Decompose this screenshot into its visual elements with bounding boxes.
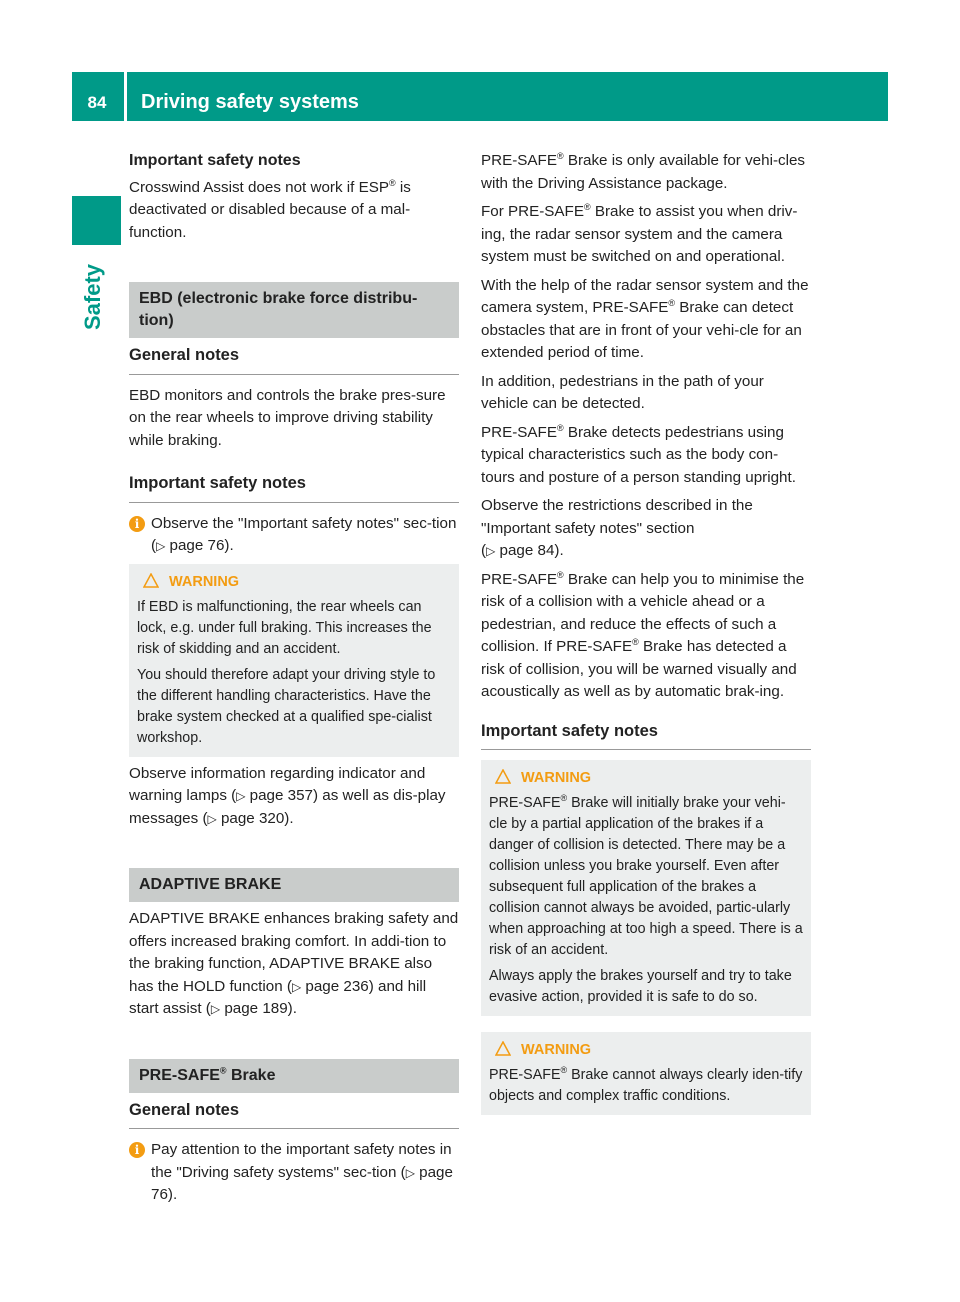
presafe-availability-text: PRE-SAFE® Brake is only available for vehi-cles with the Driving Assistance package. [481,150,806,192]
presafe-general-notes-heading: General notes [129,1099,459,1130]
ebd-description: EBD monitors and controls the brake pres-sure on the rear wheels to improve driving stability while braking. [129,386,446,449]
info-icon: i [129,516,145,532]
adaptive-brake-text: ADAPTIVE BRAKE enhances braking safety and offers increased braking comfort. In addi-tion to the braking function, ADAPTIVE BRAKE also has the HOLD function (▷ page 236) and hill start assist (▷ page 189). [129,910,459,1017]
presafe-warning-box-2 [481,1032,811,1115]
page-ref-arrow-icon: ▷ [207,811,217,826]
restrictions-text: Observe the restrictions described in the "Important safety notes" section (▷ page 84). [481,497,753,559]
page-ref-arrow-icon: ▷ [486,544,496,558]
presafe-brake-heading: PRE-SAFE® Brake [129,1059,459,1093]
crosswind-text: Crosswind Assist does not work if ESP® is deactivated or disabled because of a mal-function. [129,177,411,241]
warning-triangle-icon [495,1041,511,1056]
warning-triangle-icon [495,769,511,784]
presafe-requirements-text: For PRE-SAFE® Brake to assist you when driv-ing, the radar sensor system and the camera system must be switched on and operational. [481,201,798,265]
presafe-info-note: i Pay attention to the important safety notes in the "Driving safety systems" sec-tion (▷ page 76). [129,1139,459,1207]
warning-triangle-icon [143,573,159,588]
header-divider [124,72,127,121]
observe-indicator-text: Observe information regarding indicator and warning lamps (▷ page 357) as well as dis-play messages (▷ page 320). [129,764,446,827]
ebd-info-note: i Observe the "Important safety notes" sec-tion (▷ page 76). [129,513,459,558]
presafe-warning-2-text: PRE-SAFE® Brake cannot always clearly iden-tify objects and complex traffic conditions. [489,1065,803,1104]
info-icon: i [129,1142,145,1158]
crosswind-heading: Important safety notes [129,152,301,169]
page-title: Driving safety systems [141,91,359,113]
presafe-warning-1-text: PRE-SAFE® Brake will initially brake your vehi-cle by a partial application of the brakes if a danger of collision is detected. There may be a collision unless you brake yourself. Even after subsequent full application of the brakes a collision cannot always be avoided, partic-ularly when approaching at too high a speed. There is a risk of an accident. [489,793,803,958]
ebd-warning-text-2: You should therefore adapt your driving style to the different handling characteristics. Have the brake system checked at a qualified spe-cialist workshop. [137,666,436,746]
page-number: 84 [87,93,107,112]
ebd-safety-notes-heading: Important safety notes [129,472,459,503]
pedestrian-detection-text: In addition, pedestrians in the path of your vehicle can be detected. [481,372,764,412]
warning-heading: WARNING [137,572,451,593]
page-ref-arrow-icon: ▷ [236,789,246,803]
pedestrian-characteristics-text: PRE-SAFE® Brake detects pedestrians using typical characteristics such as the body con-tours and posture of a person standing upright. [481,422,796,486]
adaptive-brake-heading: ADAPTIVE BRAKE [129,868,459,902]
ebd-warning-text-1: If EBD is malfunctioning, the rear wheels can lock, e.g. under full braking. This increases the risk of skidding and an accident. [137,598,432,657]
left-column [129,150,459,1213]
side-tab-block [72,196,121,245]
presafe-warning-box-1 [481,760,811,1016]
presafe-detection-text: With the help of the radar sensor system and the camera system, PRE-SAFE® Brake can detect obstacles that are in front of your vehi-cle for an extended period of time. [481,276,809,361]
page-ref-arrow-icon: ▷ [291,979,302,994]
warning-heading: WARNING [489,768,803,789]
presafe-safety-notes-heading: Important safety notes [481,720,811,751]
warning-heading: WARNING [489,1040,803,1061]
ebd-general-notes-heading: General notes [129,344,459,375]
page-ref-arrow-icon: ▷ [210,1002,221,1016]
presafe-warning-1-advice: Always apply the brakes yourself and try to take evasive action, provided it is safe to do so. [489,968,792,1005]
ebd-section-heading: EBD (electronic brake force distribu-tion) [129,282,459,338]
page-ref-arrow-icon: ▷ [405,1165,415,1180]
collision-risk-text: PRE-SAFE® Brake can help you to minimise the risk of a collision with a vehicle ahead or a pedestrian, and reduce the effects of such a collision. If PRE-SAFE® Brake has detected a risk of collision, you will be warned visually and acoustically as well as by automatic brak-ing. [481,569,805,700]
page-ref-arrow-icon: ▷ [156,539,166,553]
right-column [481,150,811,1121]
side-section-label: Safety [80,263,105,330]
ebd-warning-box [129,564,459,757]
